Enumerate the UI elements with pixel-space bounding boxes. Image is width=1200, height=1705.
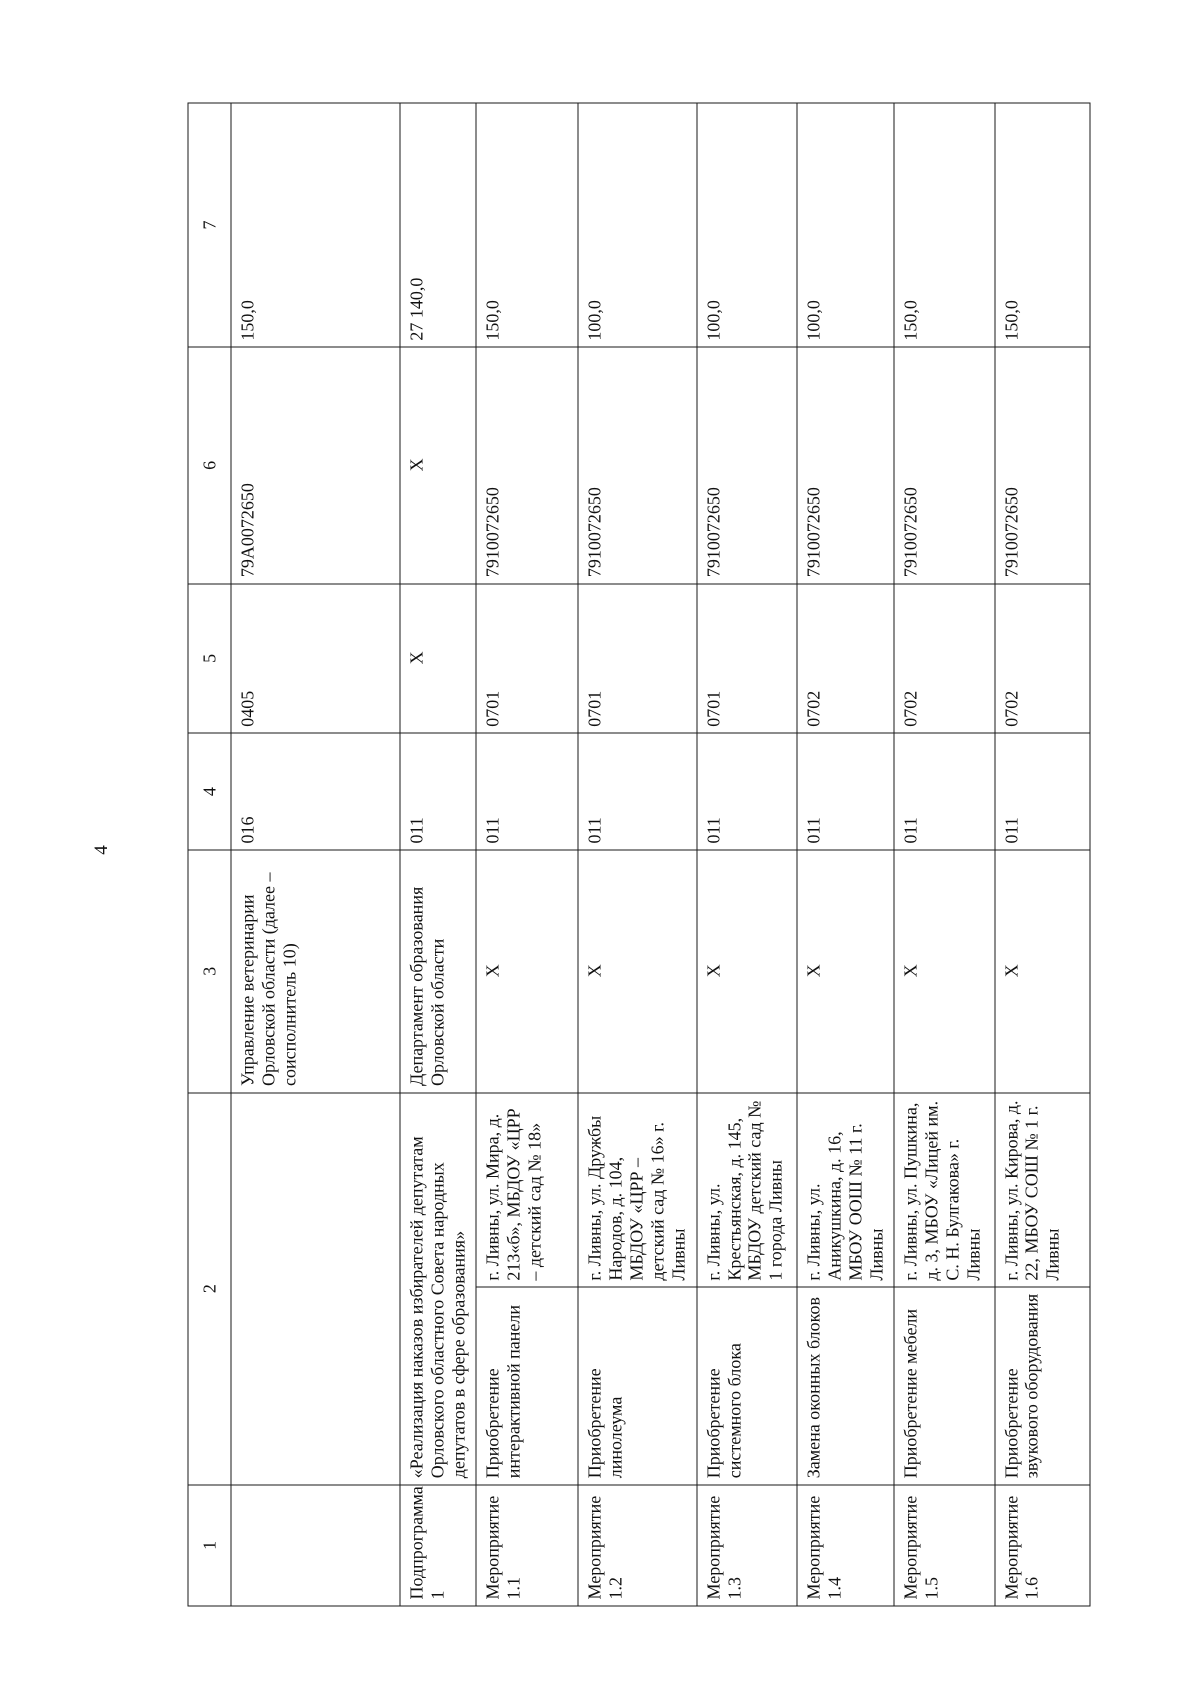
row-label: Мероприятие 1.4 xyxy=(797,1484,894,1605)
code-cell: 011 xyxy=(894,733,995,850)
event-description: Приобретение линолеума xyxy=(578,1287,696,1485)
executor-cell: Х xyxy=(696,850,797,1093)
section-cell: 0702 xyxy=(894,583,995,733)
target-article-cell: 7910072650 xyxy=(475,347,578,584)
target-article-cell: 7910072650 xyxy=(578,347,696,584)
target-article-cell: 7910072650 xyxy=(797,347,894,584)
table-row xyxy=(231,103,400,1606)
section-cell: 0701 xyxy=(578,583,696,733)
row-label: Мероприятие 1.6 xyxy=(994,1484,1089,1605)
section-cell: Х xyxy=(400,583,476,733)
code-cell: 011 xyxy=(994,733,1089,850)
event-description: Замена оконных блоков xyxy=(797,1287,894,1485)
amount-cell: 150,0 xyxy=(994,103,1089,347)
executor-cell: Х xyxy=(578,850,696,1093)
section-cell: 0701 xyxy=(696,583,797,733)
executor-cell: Х xyxy=(797,850,894,1093)
event-description: Приобретение системного блока xyxy=(696,1287,797,1485)
row-label: Мероприятие 1.1 xyxy=(475,1484,578,1605)
row-label: Мероприятие 1.5 xyxy=(894,1484,995,1605)
column-number: 7 xyxy=(188,103,231,347)
event-description: Приобретение интерактивной панели xyxy=(475,1287,578,1485)
budget-table xyxy=(187,102,1090,1606)
column-number: 4 xyxy=(188,733,231,850)
event-address: г. Ливны, ул. Аникушкина, д. 16, МБОУ ООШ № 11 г. Ливны xyxy=(797,1092,894,1287)
executor-cell: Управление ветеринарии Орловской области (далее – соисполнитель 10) xyxy=(231,850,400,1093)
target-article-cell: 79А0072650 xyxy=(231,347,400,584)
code-cell: 011 xyxy=(400,733,476,850)
code-cell: 016 xyxy=(231,733,400,850)
code-cell: 011 xyxy=(578,733,696,850)
section-cell: 0701 xyxy=(475,583,578,733)
column-number: 1 xyxy=(188,1484,231,1605)
section-cell: 0702 xyxy=(994,583,1089,733)
executor-cell: Х xyxy=(894,850,995,1093)
executor-cell: Х xyxy=(994,850,1089,1093)
amount-cell: 100,0 xyxy=(797,103,894,347)
amount-cell: 27 140,0 xyxy=(400,103,476,347)
target-article-cell: 7910072650 xyxy=(696,347,797,584)
amount-cell: 150,0 xyxy=(894,103,995,347)
column-number: 5 xyxy=(188,583,231,733)
table-row xyxy=(475,103,578,1606)
event-address: г. Ливны, ул. Дружбы Народов, д. 104, МБДОУ «ЦРР – детский сад № 16» г. Ливны xyxy=(578,1092,696,1287)
section-cell: 0405 xyxy=(231,583,400,733)
table-row xyxy=(578,103,696,1606)
column-number: 2 xyxy=(188,1092,231,1484)
event-address: г. Ливны, ул. Пушкина, д. 3, МБОУ «Лицей им. С. Н. Булгакова» г. Ливны xyxy=(894,1092,995,1287)
row-label xyxy=(231,1484,400,1605)
event-address: г. Ливны, ул. Кирова, д. 22, МБОУ СОШ № 1 г. Ливны xyxy=(994,1092,1089,1287)
executor-cell: Департамент образования Орловской области xyxy=(400,850,476,1093)
executor-cell: Х xyxy=(475,850,578,1093)
row-label: Мероприятие 1.3 xyxy=(696,1484,797,1605)
amount-cell: 150,0 xyxy=(475,103,578,347)
event-description: Приобретение звукового оборудования xyxy=(994,1287,1089,1485)
table-row xyxy=(994,103,1089,1606)
event-description: Приобретение мебели xyxy=(894,1287,995,1485)
subprogram-row xyxy=(400,103,476,1606)
column-number: 6 xyxy=(188,347,231,584)
amount-cell: 100,0 xyxy=(696,103,797,347)
row-label: Подпрограмма 1 xyxy=(400,1484,476,1605)
target-article-cell: 7910072650 xyxy=(994,347,1089,584)
code-cell: 011 xyxy=(797,733,894,850)
section-cell: 0702 xyxy=(797,583,894,733)
row-label: Мероприятие 1.2 xyxy=(578,1484,696,1605)
table-row xyxy=(797,103,894,1606)
event-address: г. Ливны, ул. Крестьянская, д. 145, МБДОУ детский сад № 1 города Ливны xyxy=(696,1092,797,1287)
column-numbers-row xyxy=(188,103,231,1606)
target-article-cell: Х xyxy=(400,347,476,584)
code-cell: 011 xyxy=(475,733,578,850)
event-description xyxy=(231,1092,400,1484)
code-cell: 011 xyxy=(696,733,797,850)
amount-cell: 150,0 xyxy=(231,103,400,347)
target-article-cell: 7910072650 xyxy=(894,347,995,584)
table-row xyxy=(894,103,995,1606)
event-address: г. Ливны, ул. Мира, д. 213«б», МБДОУ «ЦРР – детский сад № 18» xyxy=(475,1092,578,1287)
amount-cell: 100,0 xyxy=(578,103,696,347)
page-number: 4 xyxy=(91,845,112,855)
subprogram-title: «Реализация наказов избирателей депутатам Орловского областного Совета народных депутатов в сфере образования» xyxy=(400,1092,476,1484)
column-number: 3 xyxy=(188,850,231,1093)
table-row xyxy=(696,103,797,1606)
